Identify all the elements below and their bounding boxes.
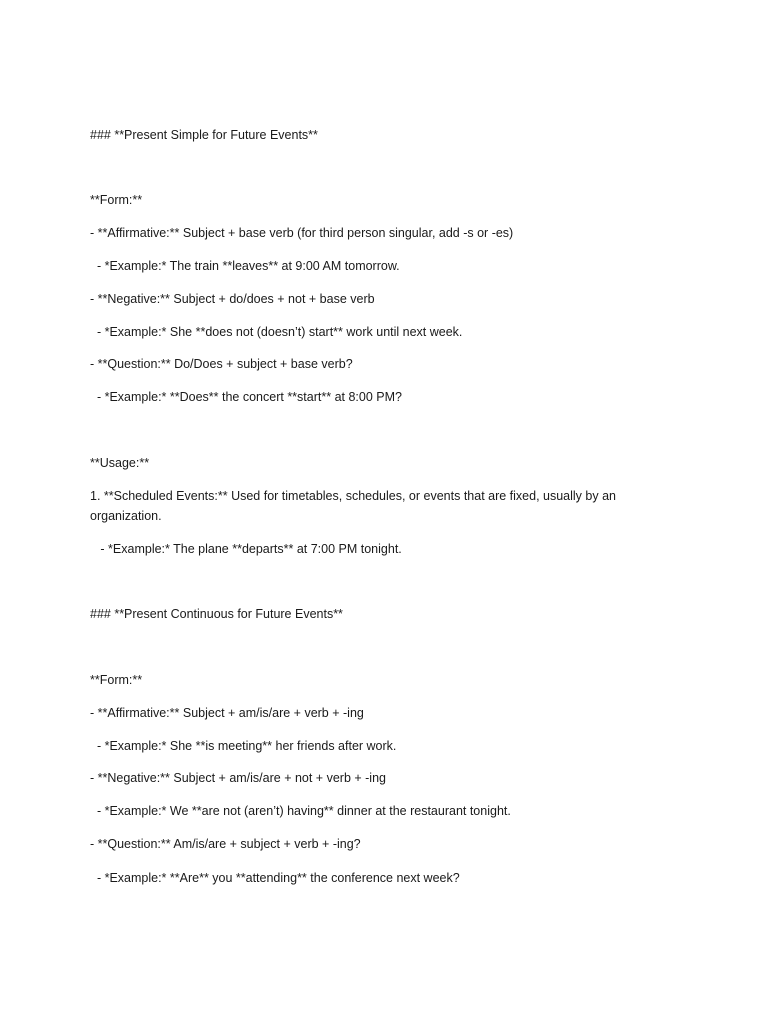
form-label: **Form:** xyxy=(90,673,143,687)
usage-item-scheduled-events: 1. **Scheduled Events:** Used for timetables, schedules, or events that are fixed, usually by an organization. xyxy=(90,489,620,523)
form-label: **Form:** xyxy=(90,193,143,207)
usage-label: **Usage:** xyxy=(90,456,150,470)
negative-rule: - **Negative:** Subject + do/does + not + base verb xyxy=(90,292,375,306)
section-heading-present-simple: ### **Present Simple for Future Events** xyxy=(90,128,318,142)
question-example: - *Example:* **Does** the concert **start** at 8:00 PM? xyxy=(90,390,402,404)
question-rule: - **Question:** Am/is/are + subject + verb + -ing? xyxy=(90,837,361,851)
negative-example: - *Example:* She **does not (doesn’t) start** work until next week. xyxy=(90,325,463,339)
question-example: - *Example:* **Are** you **attending** the conference next week? xyxy=(90,871,460,885)
negative-example: - *Example:* We **are not (aren’t) having** dinner at the restaurant tonight. xyxy=(90,804,511,818)
negative-rule: - **Negative:** Subject + am/is/are + not + verb + -ing xyxy=(90,771,386,785)
affirmative-rule: - **Affirmative:** Subject + base verb (for third person singular, add -s or -es) xyxy=(90,226,514,240)
section-heading-present-continuous: ### **Present Continuous for Future Events** xyxy=(90,607,343,621)
affirmative-example: - *Example:* The train **leaves** at 9:00 AM tomorrow. xyxy=(90,259,400,273)
affirmative-example: - *Example:* She **is meeting** her friends after work. xyxy=(90,739,397,753)
affirmative-rule: - **Affirmative:** Subject + am/is/are + verb + -ing xyxy=(90,706,364,720)
usage-example: - *Example:* The plane **departs** at 7:00 PM tonight. xyxy=(90,542,402,556)
question-rule: - **Question:** Do/Does + subject + base verb? xyxy=(90,357,353,371)
